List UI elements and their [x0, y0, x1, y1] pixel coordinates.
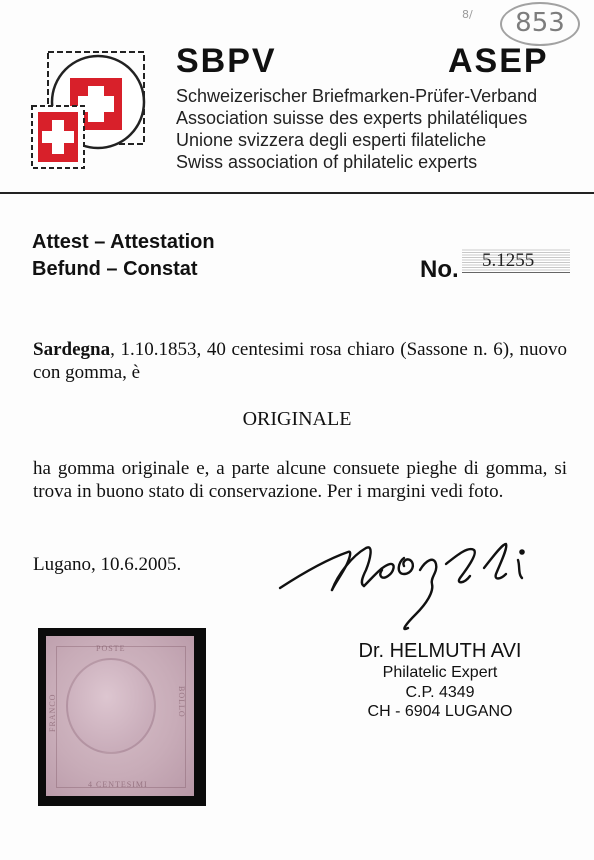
- stamp-top-text: POSTE: [96, 644, 126, 653]
- title-attest: Attest – Attestation: [32, 231, 215, 253]
- certificate-number-label: No.: [420, 256, 459, 283]
- item-details: , 1.10.1853, 40 centesimi rosa chiaro (Sassone n. 6), nuovo con gomma, è: [33, 339, 567, 383]
- stamp-bottom-text: 4 CENTESIMI: [88, 780, 148, 789]
- item-country: Sardegna: [33, 339, 111, 360]
- header-divider: [0, 192, 594, 194]
- stamp-right-text: BOLLO: [177, 686, 186, 718]
- expert-name: Dr. HELMUTH AVI: [358, 640, 522, 662]
- condition-description: ha gomma originale e, a parte alcune consuete pieghe di gomma, si trova in buono stato di conservazione. Per i margini vedi foto.: [33, 458, 567, 502]
- brand-asep: ASEP: [448, 42, 549, 80]
- title-befund: Befund – Constat: [32, 258, 198, 280]
- pencil-prefix: 8/: [462, 8, 473, 21]
- sbpv-logo: [26, 48, 148, 176]
- association-name-it: Unione svizzera degli esperti filateliche: [176, 130, 487, 150]
- expert-city: CH - 6904 LUGANO: [367, 703, 513, 720]
- pencil-number: 853: [500, 2, 580, 46]
- stamp-image: [46, 636, 194, 796]
- certificate-number-value: 5.1255: [462, 249, 570, 273]
- brand-sbpv: SBPV: [176, 42, 277, 80]
- verdict: ORIGINALE: [242, 408, 352, 430]
- stamp-left-text: FRANCO: [48, 693, 57, 732]
- association-name-en: Swiss association of philatelic experts: [176, 152, 478, 172]
- stamp-portrait-oval: [66, 658, 156, 754]
- expert-po-box: C.P. 4349: [405, 684, 475, 701]
- item-description: [33, 338, 567, 384]
- expert-title: Philatelic Expert: [382, 664, 498, 681]
- place-date: Lugano, 10.6.2005.: [33, 554, 182, 575]
- expert-signature: [270, 530, 560, 650]
- association-name-de: Schweizerischer Briefmarken-Prüfer-Verband: [176, 86, 538, 106]
- association-name-fr: Association suisse des experts philatéliques: [176, 108, 528, 128]
